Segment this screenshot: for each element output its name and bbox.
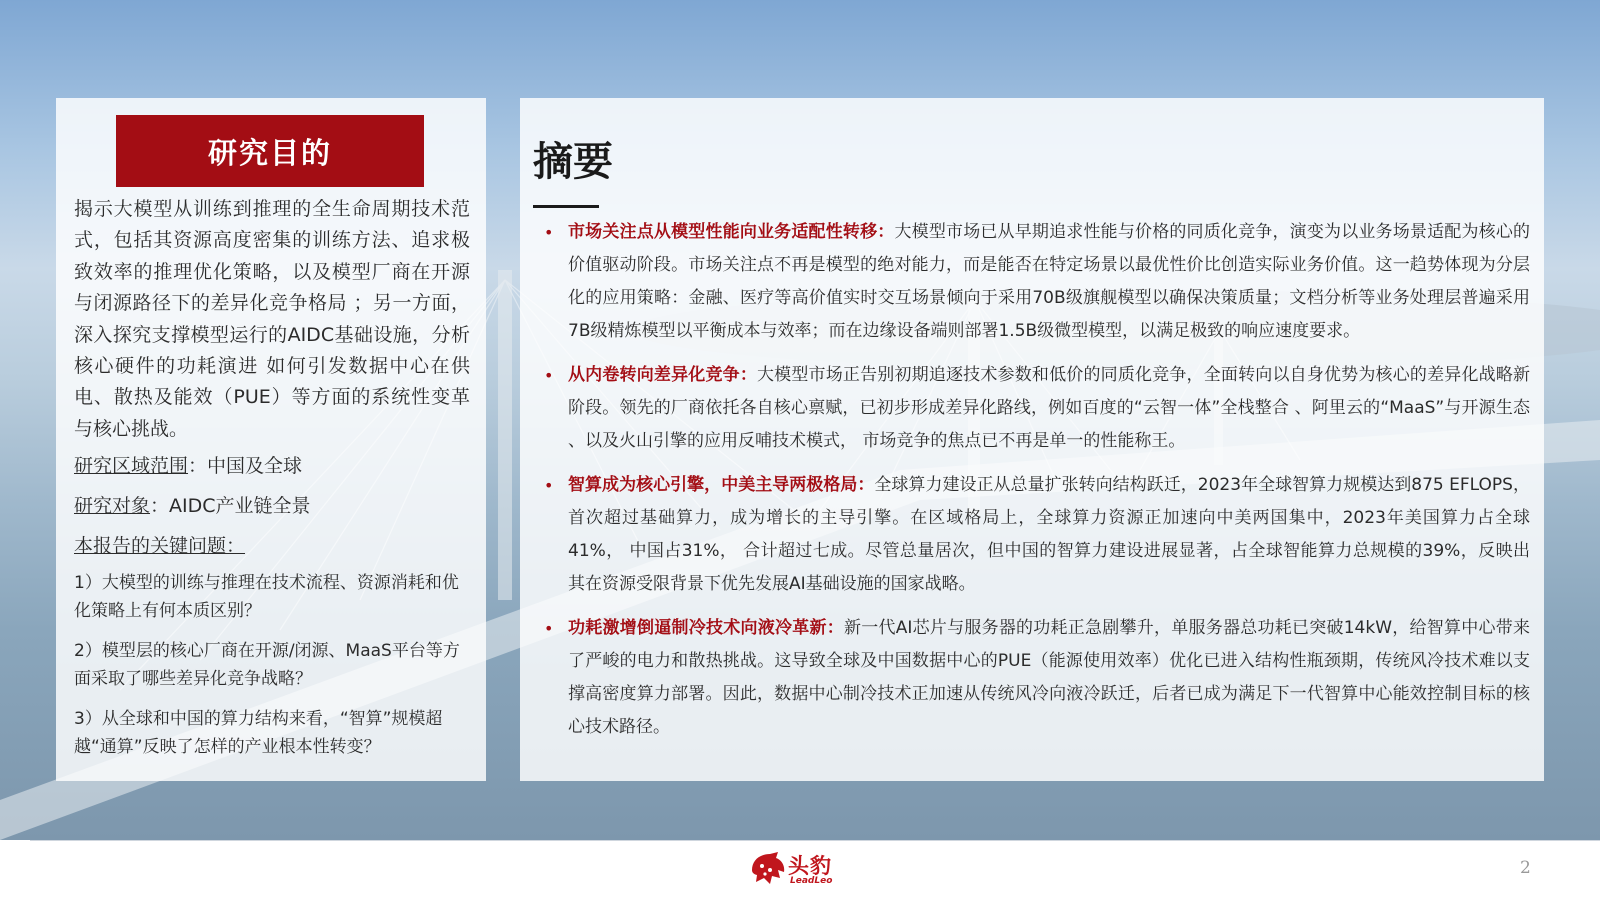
key-question-1: 1）大模型的训练与推理在技术流程、资源消耗和优化策略上有何本质区别？ bbox=[74, 573, 459, 622]
summary-item bbox=[540, 612, 1530, 744]
key-questions-title: 本报告的关键问题： bbox=[74, 535, 246, 558]
summary-title-underline bbox=[533, 205, 599, 208]
research-region-value: ：中国及全球 bbox=[188, 455, 303, 478]
summary-item-title: 功耗激增倒逼制冷技术向液冷革新： bbox=[568, 618, 844, 638]
summary-item-text: 全球算力建设正从总量扩张转向结构跃迁，2023年全球智算力规模达到875 EFLOPS，首次超过基础算力，成为增长的主导引擎。在区域格局上，全球算力资源正加速向中美两国集中，2023年美国算力占全球41%， 中国占31%， 合计超过七成。尽管总量居次，但中国的智算力建设进展显著，占全球智能算力总规模的39%，反映出 其在资源受限背景下优先发展AI基础设施的国家战略。 bbox=[568, 475, 1530, 594]
research-object bbox=[74, 491, 470, 521]
summary-item bbox=[540, 359, 1530, 458]
key-question-3: 3）从全球和中国的算力结构来看，“智算”规模超越“通算”反映了怎样的产业根本性转变？ bbox=[74, 709, 443, 758]
logo-name: 头豹 bbox=[788, 854, 832, 878]
page-number: 2 bbox=[1520, 858, 1531, 878]
research-purpose-intro: 揭示大模型从训练到推理的全生命周期技术范式，包括其资源高度密集的训练方法、追求极致效率的推理优化策略，以及模型厂商在开源与闭源路径下的差异化竞争格局 ；另一方面，深入探究支撑模型运行的AIDC基础设施，分析核心硬件的功耗演进 如何引发数据中心在供电、散热及能效（PUE）等方面的系统性变革与核心挑战。 bbox=[74, 198, 470, 440]
summary-item bbox=[540, 469, 1530, 601]
summary-item-text: 大模型市场已从早期追求性能与价格的同质化竞争，演变为以业务场景适配为核心的价值驱动阶段。市场关注点不再是模型的绝对能力，而是能否在特定场景以最优性价比创造实际业务价值。这一趋势体现为分层化的应用策略：金融、医疗等高价值实时交互场景倾向于采用70B级旗舰模型以确保决策质量；文档分析等业务处理层普遍采用7B级精炼模型以平衡成本与效率；而在边缘设备端则部署1.5B级微型模型，以满足极致的响应速度要求。 bbox=[568, 222, 1531, 341]
summary-item-text: 大模型市场正告别初期追逐技术参数和低价的同质化竞争，全面转向以自身优势为核心的差异化战略新阶段。领先的厂商依托各自核心禀赋，已初步形成差异化路线，例如百度的“云智一体”全栈整合 、阿里云的“MaaS”与开源生态 、以及火山引擎的应用反哺技术模式， 市场竞争的焦点已不再是单一的性能称王。 bbox=[568, 365, 1530, 451]
leopard-head-icon bbox=[748, 848, 788, 888]
summary-item-title: 智算成为核心引擎，中美主导两极格局： bbox=[568, 475, 875, 495]
summary-item bbox=[540, 216, 1530, 348]
research-purpose-header: 研究目的 bbox=[116, 115, 424, 187]
bullet-dot-icon: • bbox=[544, 223, 554, 242]
bullet-dot-icon: • bbox=[544, 476, 554, 495]
research-region-label: 研究区域范围 bbox=[74, 455, 189, 478]
summary-panel bbox=[520, 98, 1544, 781]
key-question-2: 2）模型层的核心厂商在开源/闭源、MaaS平台等方面采取了哪些差异化竞争战略？ bbox=[74, 641, 460, 690]
research-purpose-panel bbox=[56, 98, 486, 781]
summary-item-text: 新一代AI芯片与服务器的功耗正急剧攀升，单服务器总功耗已突破14kW，给智算中心带来了严峻的电力和散热挑战。这导致全球及中国数据中心的PUE（能源使用效率）优化已进入结构性瓶颈期，传统风冷技术难以支撑高密度算力部署。因此，数据中心制冷技术正加速从传统风冷向液冷跃迁，后者已成为满足下一代智算中心能效控制目标的核心技术路径。 bbox=[568, 618, 1530, 737]
research-region bbox=[74, 451, 470, 481]
summary-title: 摘要 bbox=[533, 139, 613, 185]
research-object-label: 研究对象 bbox=[74, 495, 151, 518]
logo-subtitle: LeadLeo bbox=[790, 876, 833, 886]
footer-divider bbox=[30, 840, 1600, 841]
summary-list bbox=[540, 216, 1530, 755]
research-object-value: ：AIDC产业链全景 bbox=[150, 495, 311, 518]
summary-item-title: 市场关注点从模型性能向业务适配性转移： bbox=[568, 222, 895, 242]
bullet-dot-icon: • bbox=[544, 619, 554, 638]
bullet-dot-icon: • bbox=[544, 366, 554, 385]
leadleo-logo bbox=[748, 848, 858, 892]
research-purpose-body bbox=[74, 194, 470, 773]
summary-item-title: 从内卷转向差异化竞争： bbox=[568, 365, 757, 385]
